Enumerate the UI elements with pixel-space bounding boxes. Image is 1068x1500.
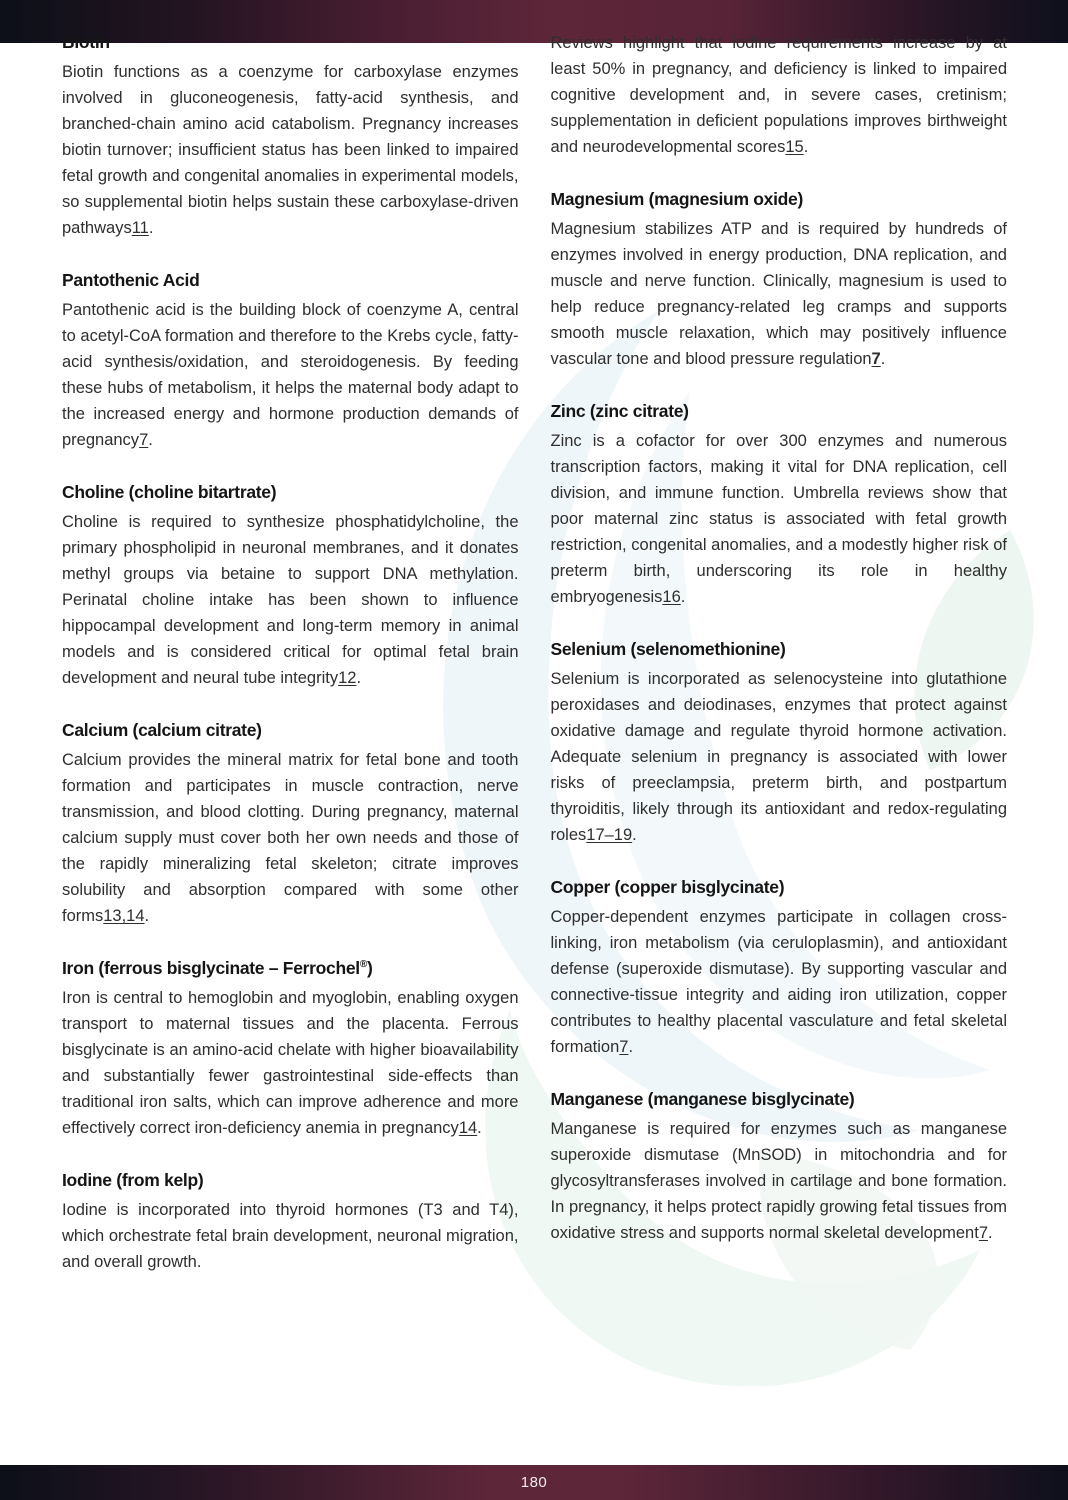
body-text: Copper-dependent enzymes participate in collagen cross-linking, iron metabolism (via ceruloplasmin), and antioxidant defense (superoxide dismutase). By supporting vascular and connective-tissue integrity and aiding iron utilization, copper contributes to healthy placental vasculature and fetal skeletal formation bbox=[550, 908, 1007, 1056]
section-manganese bbox=[551, 1087, 1008, 1246]
body-text: Iodine is incorporated into thyroid hormones (T3 and T4), which orchestrate fetal brain development, neuronal migration, and overall growth. bbox=[62, 1201, 519, 1271]
body-text: Magnesium stabilizes ATP and is required by hundreds of enzymes involved in energy production, DNA replication, and muscle and nerve function. Clinically, magnesium is used to help reduce pregnancy-related leg cramps and supports smooth muscle relaxation, which may positively influence vascular tone and blood pressure regulation bbox=[550, 220, 1007, 368]
heading-text: Iron (ferrous bisglycinate – Ferrochel bbox=[62, 958, 360, 978]
section-biotin bbox=[62, 30, 519, 241]
section-heading: Selenium (selenomethionine) bbox=[550, 639, 786, 659]
body-text: Pantothenic acid is the building block of coenzyme A, central to acetyl-CoA formation and therefore to the Krebs cycle, fatty-acid synthesis/oxidation, and steroidogenesis. By feeding these hubs of metabolism, it helps the maternal body adapt to the increased energy and hormone production demands of pregnancy bbox=[62, 301, 519, 449]
body-text: . bbox=[148, 431, 153, 449]
section-body bbox=[62, 747, 519, 929]
section-body bbox=[551, 428, 1008, 610]
body-text: Zinc is a cofactor for over 300 enzymes and numerous transcription factors, making it vital for DNA replication, cell division, and immune function. Umbrella reviews show that poor maternal zinc status is associated with fetal growth restriction, congenital anomalies, and a modestly higher risk of preterm birth, underscoring its role in healthy embryogenesis bbox=[550, 432, 1007, 606]
section-body bbox=[62, 1197, 519, 1275]
reference-link[interactable]: 7 bbox=[978, 1224, 988, 1242]
body-text: . bbox=[988, 1224, 993, 1242]
body-text: . bbox=[356, 669, 362, 687]
reference-link[interactable]: 7 bbox=[619, 1038, 629, 1056]
right-column bbox=[551, 30, 1008, 1302]
body-text: Calcium provides the mineral matrix for fetal bone and tooth formation and participates in muscle contraction, nerve transmission, and blood clotting. During pregnancy, maternal calcium supply must cover both her own needs and those of the rapidly mineralizing fetal skeleton; citrate improves solubility and absorption compared with some other forms bbox=[62, 751, 519, 925]
footer-bar bbox=[0, 1465, 1068, 1500]
section-zinc bbox=[551, 399, 1008, 610]
body-text: . bbox=[803, 138, 809, 156]
body-text: Choline is required to synthesize phosphatidylcholine, the primary phospholipid in neuronal membranes, and it donates methyl groups via betaine to support DNA methylation. Perinatal choline intake has been shown to influence hippocampal development and long-term memory in animal models and is considered critical for optimal fetal brain development and neural tube integrity bbox=[62, 513, 519, 687]
section-body bbox=[551, 1116, 1008, 1246]
section-heading: Choline (choline bitartrate) bbox=[62, 482, 277, 502]
reference-link[interactable]: 14 bbox=[458, 1119, 478, 1137]
section-pantothenic-acid bbox=[62, 268, 519, 453]
registered-trademark-symbol: ® bbox=[359, 959, 367, 971]
section-body bbox=[62, 985, 519, 1141]
section-selenium bbox=[551, 637, 1008, 848]
section-heading bbox=[62, 956, 519, 980]
reference-link[interactable]: 12 bbox=[338, 669, 357, 687]
page-number: 180 bbox=[520, 1474, 548, 1491]
section-heading: Copper (copper bisglycinate) bbox=[550, 877, 785, 897]
section-choline bbox=[62, 480, 519, 691]
body-text: . bbox=[144, 907, 150, 925]
section-body bbox=[551, 216, 1008, 372]
heading-text: ) bbox=[366, 958, 373, 978]
left-column bbox=[62, 30, 519, 1302]
body-text: Iron is central to hemoglobin and myoglobin, enabling oxygen transport to maternal tissues and the placenta. Ferrous bisglycinate is an amino-acid chelate with higher bioavailability and substantially fewer gastrointestinal side-effects than traditional iron salts, which can improve adherence and more effectively correct iron-deficiency anemia in pregnancy bbox=[62, 989, 519, 1137]
section-body bbox=[551, 666, 1008, 848]
reference-link[interactable]: 7 bbox=[139, 431, 149, 449]
section-heading: Pantothenic Acid bbox=[62, 270, 200, 290]
body-text: Biotin functions as a coenzyme for carboxylase enzymes involved in gluconeogenesis, fatty-acid synthesis, and branched-chain amino acid catabolism. Pregnancy increases biotin turnover; insufficient status has been linked to impaired fetal growth and congenital anomalies in experimental models, so supplemental biotin helps sustain these carboxylase-driven pathways bbox=[62, 63, 519, 237]
section-iodine-continued bbox=[551, 30, 1008, 160]
body-text: . bbox=[632, 826, 637, 844]
section-body bbox=[62, 59, 519, 241]
reference-link[interactable]: 13,14 bbox=[103, 907, 145, 925]
body-text: Manganese is required for enzymes such as manganese superoxide dismutase (MnSOD) in mitochondria and for glycosyltransferases involved in cartilage and bone formation. In pregnancy, it helps protect rapidly growing fetal tissues from oxidative stress and supports normal skeletal development bbox=[550, 1120, 1007, 1242]
body-text: . bbox=[477, 1119, 482, 1137]
reference-link[interactable]: 11 bbox=[131, 219, 149, 237]
body-text: . bbox=[148, 219, 154, 237]
section-heading: Zinc (zinc citrate) bbox=[550, 401, 689, 421]
body-text: . bbox=[880, 350, 886, 368]
section-heading: Iodine (from kelp) bbox=[62, 1170, 204, 1190]
section-copper bbox=[551, 875, 1008, 1060]
reference-link[interactable]: 7 bbox=[871, 350, 881, 368]
body-text: Selenium is incorporated as selenocysteine into glutathione peroxidases and deiodinases, enzymes that protect against oxidative damage and regulate thyroid hormone activation. Adequate selenium in pregnancy is associated with lower risks of preeclampsia, preterm birth, and postpartum thyroiditis, likely through its antioxidant and redox-regulating roles bbox=[550, 670, 1007, 844]
section-iodine bbox=[62, 1168, 519, 1275]
reference-link[interactable]: 16 bbox=[662, 588, 681, 606]
section-calcium bbox=[62, 718, 519, 929]
section-body bbox=[62, 297, 519, 453]
section-heading: Calcium (calcium citrate) bbox=[62, 720, 262, 740]
section-heading: Magnesium (magnesium oxide) bbox=[550, 189, 804, 209]
section-body bbox=[551, 30, 1008, 160]
section-iron bbox=[62, 956, 519, 1141]
section-body bbox=[551, 904, 1008, 1060]
reference-link[interactable]: 17–19 bbox=[586, 826, 633, 844]
section-magnesium bbox=[551, 187, 1008, 372]
section-heading: Manganese (manganese bisglycinate) bbox=[550, 1089, 855, 1109]
section-heading: Biotin bbox=[62, 32, 110, 52]
reference-link[interactable]: 15 bbox=[785, 138, 804, 156]
body-text: . bbox=[680, 588, 686, 606]
body-text: . bbox=[628, 1038, 634, 1056]
body-text: Reviews highlight that iodine requirements increase by at least 50% in pregnancy, and deficiency is linked to impaired cognitive development and, in severe cases, cretinism; supplementation in deficient populations improves birthweight and neurodevelopmental scores bbox=[550, 34, 1007, 156]
section-body bbox=[62, 509, 519, 691]
